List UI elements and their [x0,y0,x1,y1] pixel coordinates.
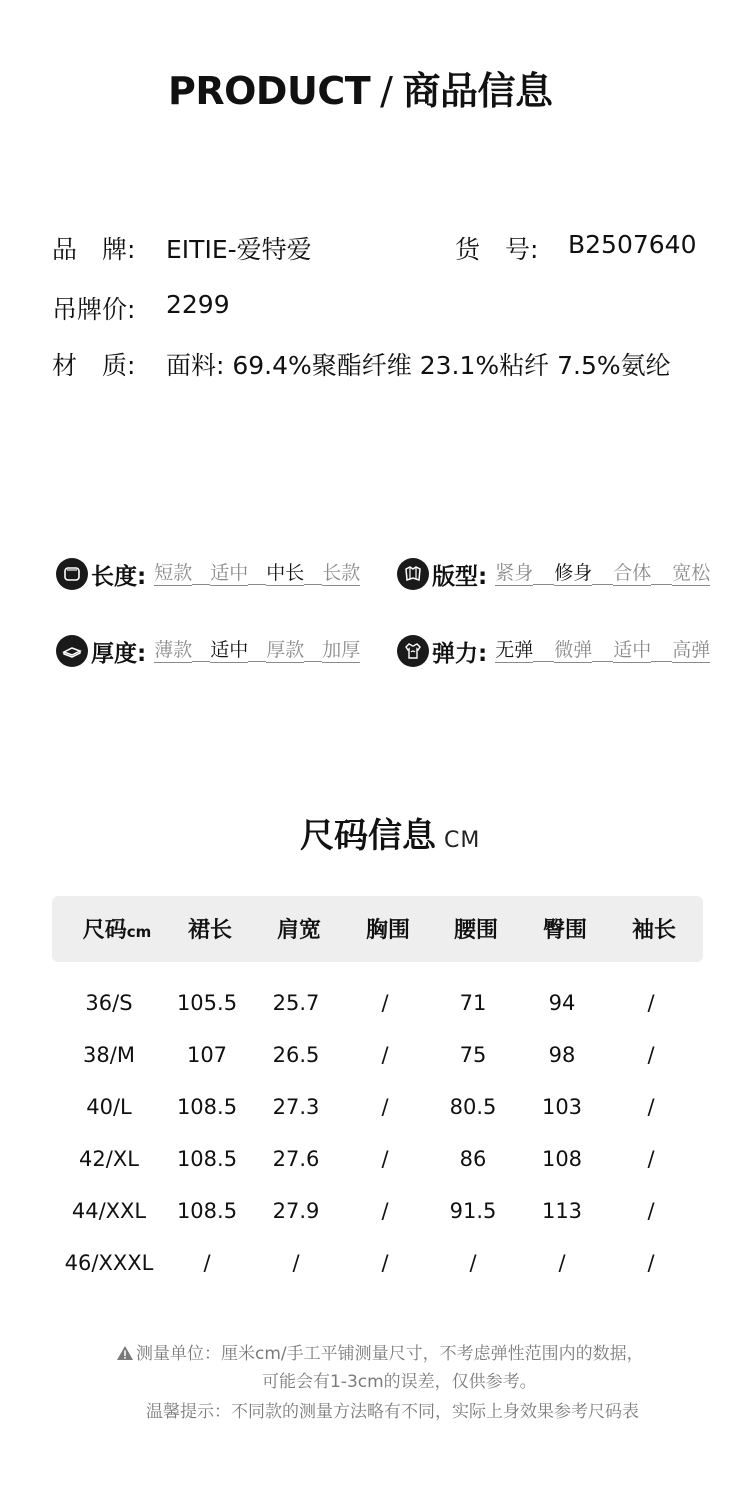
cell: 26.5 [272,1043,320,1067]
cell: 91.5 [449,1199,497,1223]
cell: 108.5 [176,1147,238,1171]
fit-opt-3: 宽松 [672,562,711,584]
cell: 46/XXXL [64,1251,154,1275]
cell: / [647,1043,655,1067]
attr-length-label: 长度: [91,563,147,590]
table-row [52,991,703,1021]
attr-thickness-label: 厚度: [91,640,147,667]
cell: 94 [548,991,576,1015]
note-line-1 [116,1339,644,1364]
length-opt-2: 中长 [266,562,305,584]
table-row [52,1199,703,1229]
fit-opt-1: 修身 [554,562,593,584]
cell: 113 [541,1199,583,1223]
length-opt-0: 短款 [154,562,193,584]
cell: / [381,1095,389,1119]
page-title [168,60,552,115]
cell: 103 [541,1095,583,1119]
garment-length-icon [56,558,88,590]
attr-fit [397,557,710,591]
thickness-opt-2: 厚款 [266,639,305,661]
size-section-title [300,808,480,857]
cell: / [469,1251,477,1275]
cell: 108.5 [176,1095,238,1119]
cell: 27.6 [272,1147,320,1171]
brand-label: 品 牌: [52,235,136,264]
cell: / [381,1043,389,1067]
col-sleeve: 袖长 [631,918,677,943]
table-row [52,1043,703,1073]
material-value: 面料: 69.4%聚酯纤维 23.1%粘纤 7.5%氨纶 [166,351,671,380]
cell: 44/XXL [71,1199,147,1223]
col-size-unit: cm [126,923,152,941]
col-size [83,913,152,944]
table-row [52,1095,703,1125]
thickness-opt-1: 适中 [210,639,249,661]
brand-row [52,230,135,266]
fit-opt-2: 合体 [613,562,652,584]
warning-icon [116,1345,134,1361]
cell: 36/S [85,991,133,1015]
attr-elasticity [397,634,710,668]
attr-fit-label: 版型: [432,563,488,590]
fabric-thickness-icon [56,635,88,667]
size-title-text: 尺码信息 [300,816,436,856]
title-cn: 商品信息 [402,69,553,113]
sku-value: B2507640 [568,230,697,259]
table-row [52,1147,703,1177]
cell: / [647,991,655,1015]
cell: 107 [186,1043,228,1067]
col-size-label: 尺码 [82,918,127,943]
cell: 75 [459,1043,487,1067]
elastic-shirt-icon [397,635,429,667]
cell: 71 [459,991,487,1015]
length-opt-1: 适中 [210,562,249,584]
cell: 98 [548,1043,576,1067]
cell: 80.5 [449,1095,497,1119]
cell: 108.5 [176,1199,238,1223]
col-hip: 臀围 [542,918,588,943]
col-chest: 胸围 [365,918,411,943]
cell: / [381,991,389,1015]
price-label: 吊牌价: [52,295,136,324]
size-table-header [52,896,703,962]
thickness-opt-3: 加厚 [322,639,361,661]
note-line-1-text: 测量单位：厘米cm/手工平铺测量尺寸，不考虑弹性范围内的数据， [136,1344,644,1364]
elasticity-opt-2: 适中 [613,639,652,661]
cell: / [647,1147,655,1171]
col-waist: 腰围 [453,918,499,943]
title-en: PRODUCT [168,69,371,113]
elasticity-opt-0: 无弹 [495,639,534,661]
col-shoulder: 肩宽 [276,918,322,943]
fit-opt-0: 紧身 [495,562,534,584]
cell: / [558,1251,566,1275]
fit-body-icon [397,558,429,590]
cell: / [381,1147,389,1171]
sku-label: 货 号: [455,235,539,264]
attr-length [56,557,360,591]
cell: 42/XL [79,1147,139,1171]
note-line-3: 温馨提示：不同款的测量方法略有不同，实际上身效果参考尺码表 [146,1402,639,1422]
cell: 27.9 [272,1199,320,1223]
cell: 105.5 [176,991,238,1015]
cell: / [647,1251,655,1275]
cell: / [647,1199,655,1223]
col-length: 裙长 [187,918,233,943]
table-row [52,1251,703,1281]
cell: 40/L [86,1095,132,1119]
elasticity-opt-1: 微弹 [554,639,593,661]
attr-elasticity-label: 弹力: [432,640,488,667]
attr-thickness [56,634,360,668]
note-line-2: 可能会有1-3cm的误差，仅供参考。 [262,1372,537,1392]
cell: 38/M [83,1043,135,1067]
thickness-opt-0: 薄款 [154,639,193,661]
material-label: 材 质: [52,351,136,380]
length-opt-3: 长款 [322,562,361,584]
cell: / [292,1251,300,1275]
cell: / [381,1199,389,1223]
size-title-unit: CM [444,828,481,853]
elasticity-opt-3: 高弹 [672,639,711,661]
cell: / [647,1095,655,1119]
cell: 108 [541,1147,583,1171]
cell: / [203,1251,211,1275]
cell: 86 [459,1147,487,1171]
cell: / [381,1251,389,1275]
cell: 27.3 [272,1095,320,1119]
price-value: 2299 [166,290,230,319]
cell: 25.7 [272,991,320,1015]
brand-value: EITIE-爱特爱 [166,235,312,264]
title-separator: / [380,69,393,113]
